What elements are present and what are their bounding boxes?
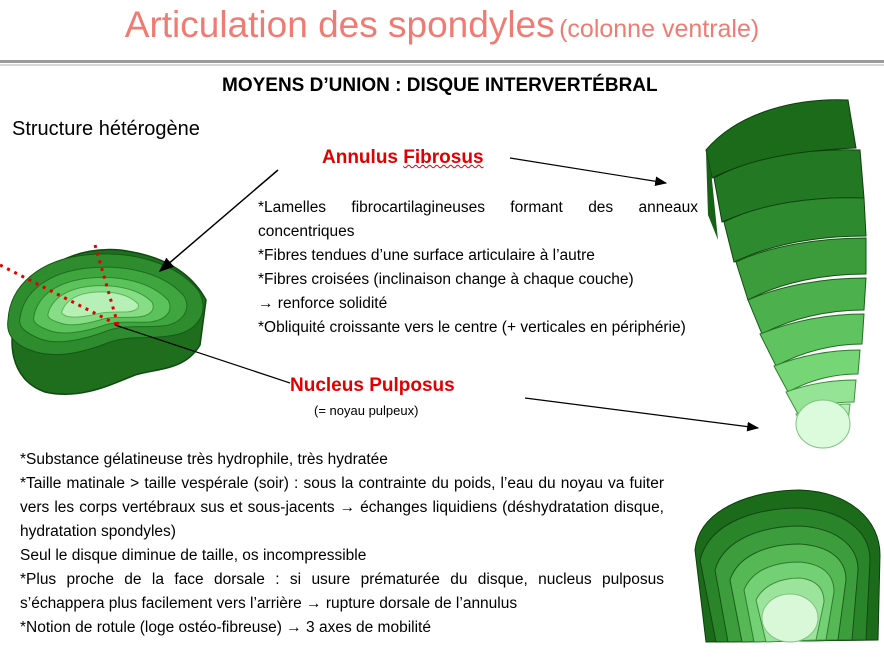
title-main: Articulation des spondyles <box>124 4 555 45</box>
nucleus-right-arrow <box>525 398 758 428</box>
nucleus-item: *Notion de rotule (loge ostéo-fibreuse) → 3 axes de mobilité <box>20 619 431 636</box>
disc-illustration <box>0 245 206 394</box>
nucleus-item: Seul le disque diminue de taille, os incompressible <box>20 547 367 564</box>
annulus-item: *Lamelles fibrocartilagineuses formant des anneaux concentriques <box>258 199 698 240</box>
structure-label: Structure hétérogène <box>12 118 200 140</box>
annulus-right-arrow <box>510 158 666 183</box>
nucleus-sublabel: (= noyau pulpeux) <box>314 403 419 418</box>
assembled-disc-illustration <box>695 490 880 642</box>
annulus-label-part1: Annulus <box>322 147 404 168</box>
nucleus-label: Nucleus Pulposus <box>290 375 455 396</box>
lamellae-stack-illustration <box>706 100 866 448</box>
nucleus-item: *Substance gélatineuse très hydrophile, très hydratée <box>20 451 388 468</box>
annulus-label-part2: Fibrosus <box>403 147 484 168</box>
annulus-item: *Fibres croisées (inclinaison change à chaque couche) <box>258 271 634 288</box>
annulus-item: → renforce solidité <box>258 295 388 312</box>
nucleus-item: *Plus proche de la face dorsale : si usure prématurée du disque, nucleus pulposus s’échappera plus facilement vers l’arrière → rupture dorsale de l’annulus <box>20 571 664 612</box>
section-subtitle: MOYENS D’UNION : DISQUE INTERVERTÉBRAL <box>222 75 658 96</box>
annulus-item: *Obliquité croissante vers le centre (+ verticales en périphérie) <box>258 319 686 336</box>
annulus-item: *Fibres tendues d’une surface articulaire à l’autre <box>258 247 595 264</box>
title-suffix: (colonne ventrale) <box>559 15 760 43</box>
nucleus-item: *Taille matinale > taille vespérale (soir) : sous la contrainte du poids, l’eau du noyau va fuiter vers les corps vertébraux sus et sous-jacents → échanges liquidiens (déshydratation disque, hydratation spondyles) <box>20 475 664 540</box>
annulus-pointer-arrow <box>160 170 278 271</box>
